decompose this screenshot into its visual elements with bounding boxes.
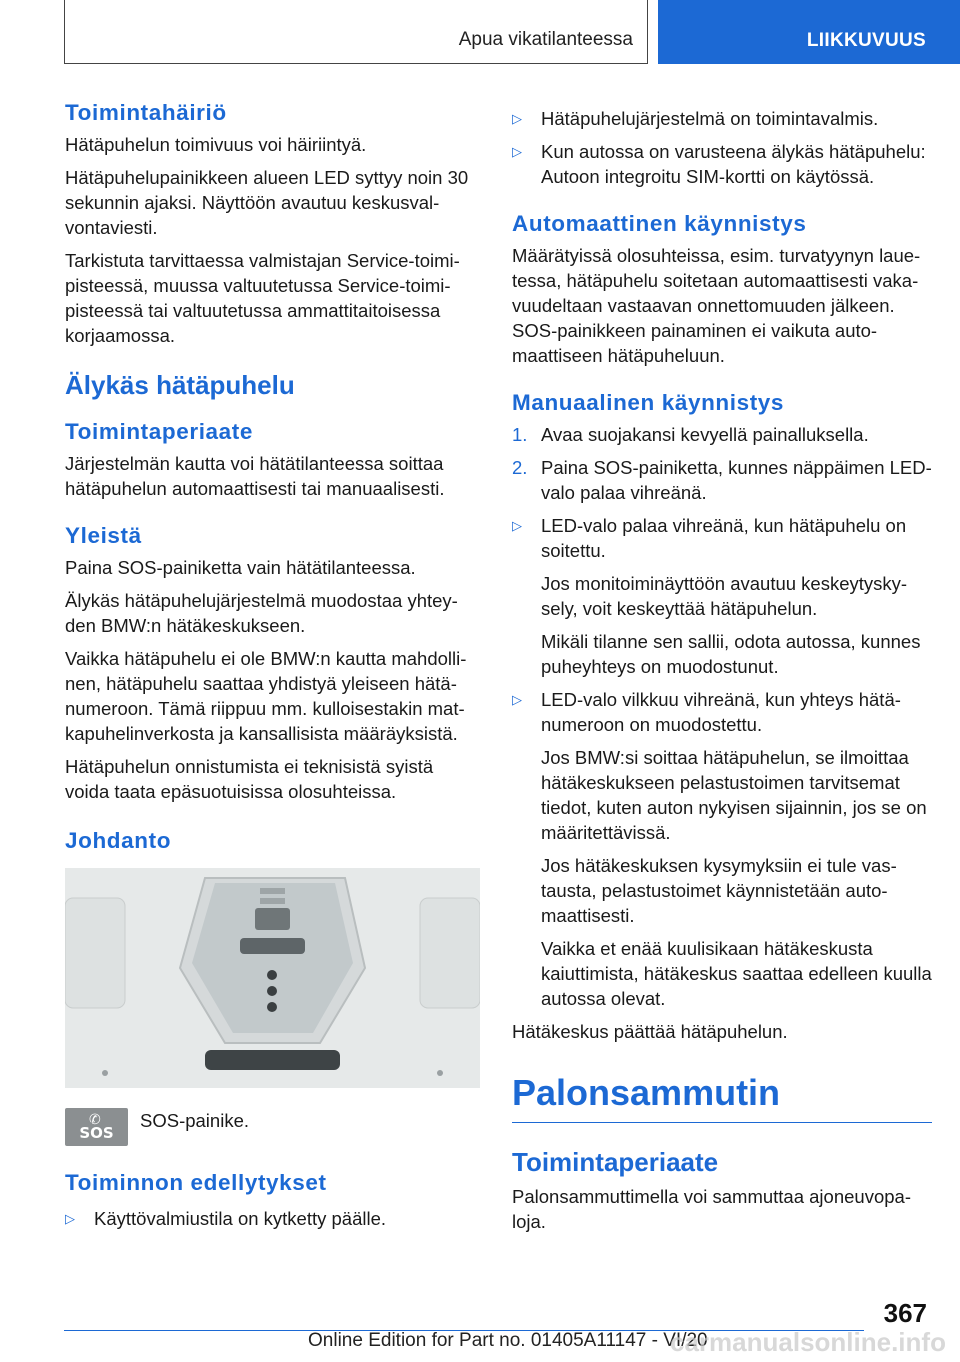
page-number: 367 bbox=[883, 1298, 927, 1328]
heading-johdanto: Johdanto bbox=[65, 828, 172, 853]
step-item bbox=[512, 422, 932, 447]
result-subtext: Vaikka et enää kuulisikaan hätäkeskusta kaiuttimista, hätäkeskus saattaa edelleen kuulla autossa olevat. bbox=[541, 938, 932, 1009]
step-number: 2. bbox=[512, 457, 528, 478]
result-text: LED-valo palaa vihreänä, kun hätäpuhelu on soitettu. bbox=[541, 515, 907, 561]
footer-edition: Online Edition for Part no. 01405A11147 - VI/20 bbox=[308, 1330, 708, 1351]
overhead-console-illustration bbox=[65, 868, 480, 1088]
triangle-right-icon: ▷ bbox=[512, 144, 522, 159]
sos-icon-caption: SOS-painike. bbox=[140, 1110, 249, 1131]
right-column bbox=[512, 100, 932, 1242]
result-item bbox=[512, 687, 932, 737]
list-item bbox=[512, 139, 932, 189]
left-column bbox=[65, 100, 480, 1239]
paragraph: Hätäpuhelun toimivuus voi häiriintyä. bbox=[65, 134, 367, 155]
sos-button-photo bbox=[65, 868, 480, 1088]
header-chapter-tab: LIIKKUVUUS bbox=[658, 0, 960, 64]
triangle-right-icon: ▷ bbox=[512, 111, 522, 126]
phone-icon: ✆ bbox=[89, 1111, 101, 1127]
list-item-text: Kun autossa on varusteena älykäs hätäpuhelu: Autoon integroitu SIM-kortti on käytössä. bbox=[541, 141, 926, 187]
heading-automaattinen-kaynnistys: Automaattinen käynnistys bbox=[512, 211, 807, 236]
sos-icon-text: SOS bbox=[79, 1124, 114, 1142]
result-subtext: Jos BMW:si soittaa hätäpuhelun, se ilmoittaa hätäkeskukseen pelastustoimen tarvitsemat tiedot, kuten auton nykyisen sijainnin, jos se on määritettävissä. bbox=[541, 747, 927, 843]
header-section-box bbox=[64, 0, 648, 64]
sos-button-icon bbox=[65, 1108, 128, 1146]
result-item bbox=[512, 513, 932, 563]
result-subtext: Jos monitoiminäyttöön avautuu keskeytyskysely, voit keskeyttää hätäpuhelun. bbox=[541, 573, 908, 619]
step-number: 1. bbox=[512, 424, 528, 445]
heading-alykas-hatapuhelu: Älykäs hätäpuhelu bbox=[65, 370, 295, 400]
sos-legend bbox=[65, 1108, 480, 1146]
heading-yleista: Yleistä bbox=[65, 523, 142, 548]
step-item bbox=[512, 455, 932, 505]
paragraph: Järjestelmän kautta voi hätätilanteessa soittaa hätäpuhelun automaattisesti tai manuaalisesti. bbox=[65, 453, 445, 499]
list-item bbox=[512, 106, 932, 131]
paragraph: Vaikka hätäpuhelu ei ole BMW:n kautta mahdollinen, hätäpuhelu saattaa yhdistyä yleiseen hätänumeroon. Tämä riippuu mm. kulloisestakin matkapuhelinverkosta ja kansallisista määräyksistä. bbox=[65, 648, 467, 744]
paragraph: Älykäs hätäpuhelujärjestelmä muodostaa yhteyden BMW:n hätäkeskukseen. bbox=[65, 590, 458, 636]
result-subtext: Mikäli tilanne sen sallii, odota autossa, kunnes puheyhteys on muodostunut. bbox=[541, 631, 921, 677]
triangle-right-icon: ▷ bbox=[512, 518, 522, 533]
watermark: carmanualsonline.info bbox=[670, 1327, 946, 1357]
heading-manuaalinen-kaynnistys: Manuaalinen käynnistys bbox=[512, 390, 785, 415]
paragraph: Määrätyissä olosuhteissa, esim. turvatyynyn lauetessa, hätäpuhelu soitetaan automaattisesti vakavuudeltaan vastaavan onnettomuuden jälkeen. SOS-painikkeen painaminen ei vaikuta automaattiseen hätäpuheluun. bbox=[512, 245, 921, 366]
paragraph: Palonsammuttimella voi sammuttaa ajoneuvopaloja. bbox=[512, 1186, 911, 1232]
result-text: LED-valo vilkkuu vihreänä, kun yhteys hätänumeroon on muodostettu. bbox=[541, 689, 901, 735]
step-text: Avaa suojakansi kevyellä painalluksella. bbox=[541, 424, 869, 445]
list-item-text: Käyttövalmiustila on kytketty päälle. bbox=[94, 1208, 387, 1229]
triangle-right-icon: ▷ bbox=[65, 1211, 75, 1226]
step-text: Paina SOS-painiketta, kunnes näppäimen LED-valo palaa vihreänä. bbox=[541, 457, 932, 503]
list-item bbox=[65, 1206, 480, 1231]
paragraph: Tarkistuta tarvittaessa valmistajan Service-toimipisteessä, muussa valtuutetussa Service-toimipisteessä tai valtuutetussa ammattitaitoisessa korjaamossa. bbox=[65, 250, 460, 346]
heading-toimintaperiaate: Toimintaperiaate bbox=[65, 419, 253, 444]
triangle-right-icon: ▷ bbox=[512, 692, 522, 707]
heading-palonsammutin: Palonsammutin bbox=[512, 1072, 932, 1123]
paragraph: Hätäpuhelun onnistumista ei teknisistä syistä voida taata epäsuotuisissa olosuhteissa. bbox=[65, 756, 434, 802]
paragraph: Hätäkeskus päättää hätäpuhelun. bbox=[512, 1021, 788, 1042]
result-subtext: Jos hätäkeskuksen kysymyksiin ei tule vastausta, pelastustoimet käynnistetään automaattisesti. bbox=[541, 855, 897, 926]
heading-toiminnon-edellytykset: Toiminnon edellytykset bbox=[65, 1170, 327, 1195]
header-section-title: Apua vikatilanteessa bbox=[458, 29, 633, 50]
list-item-text: Hätäpuhelujärjestelmä on toimintavalmis. bbox=[541, 108, 879, 129]
heading-toimintahairio: Toimintahäiriö bbox=[65, 100, 227, 125]
paragraph: Paina SOS-painiketta vain hätätilanteessa. bbox=[65, 557, 416, 578]
paragraph: Hätäpuhelupainikkeen alueen LED syttyy noin 30 sekunnin ajaksi. Näyttöön avautuu keskusvalvontaviesti. bbox=[65, 167, 469, 238]
heading-toimintaperiaate-2: Toimintaperiaate bbox=[512, 1147, 719, 1177]
